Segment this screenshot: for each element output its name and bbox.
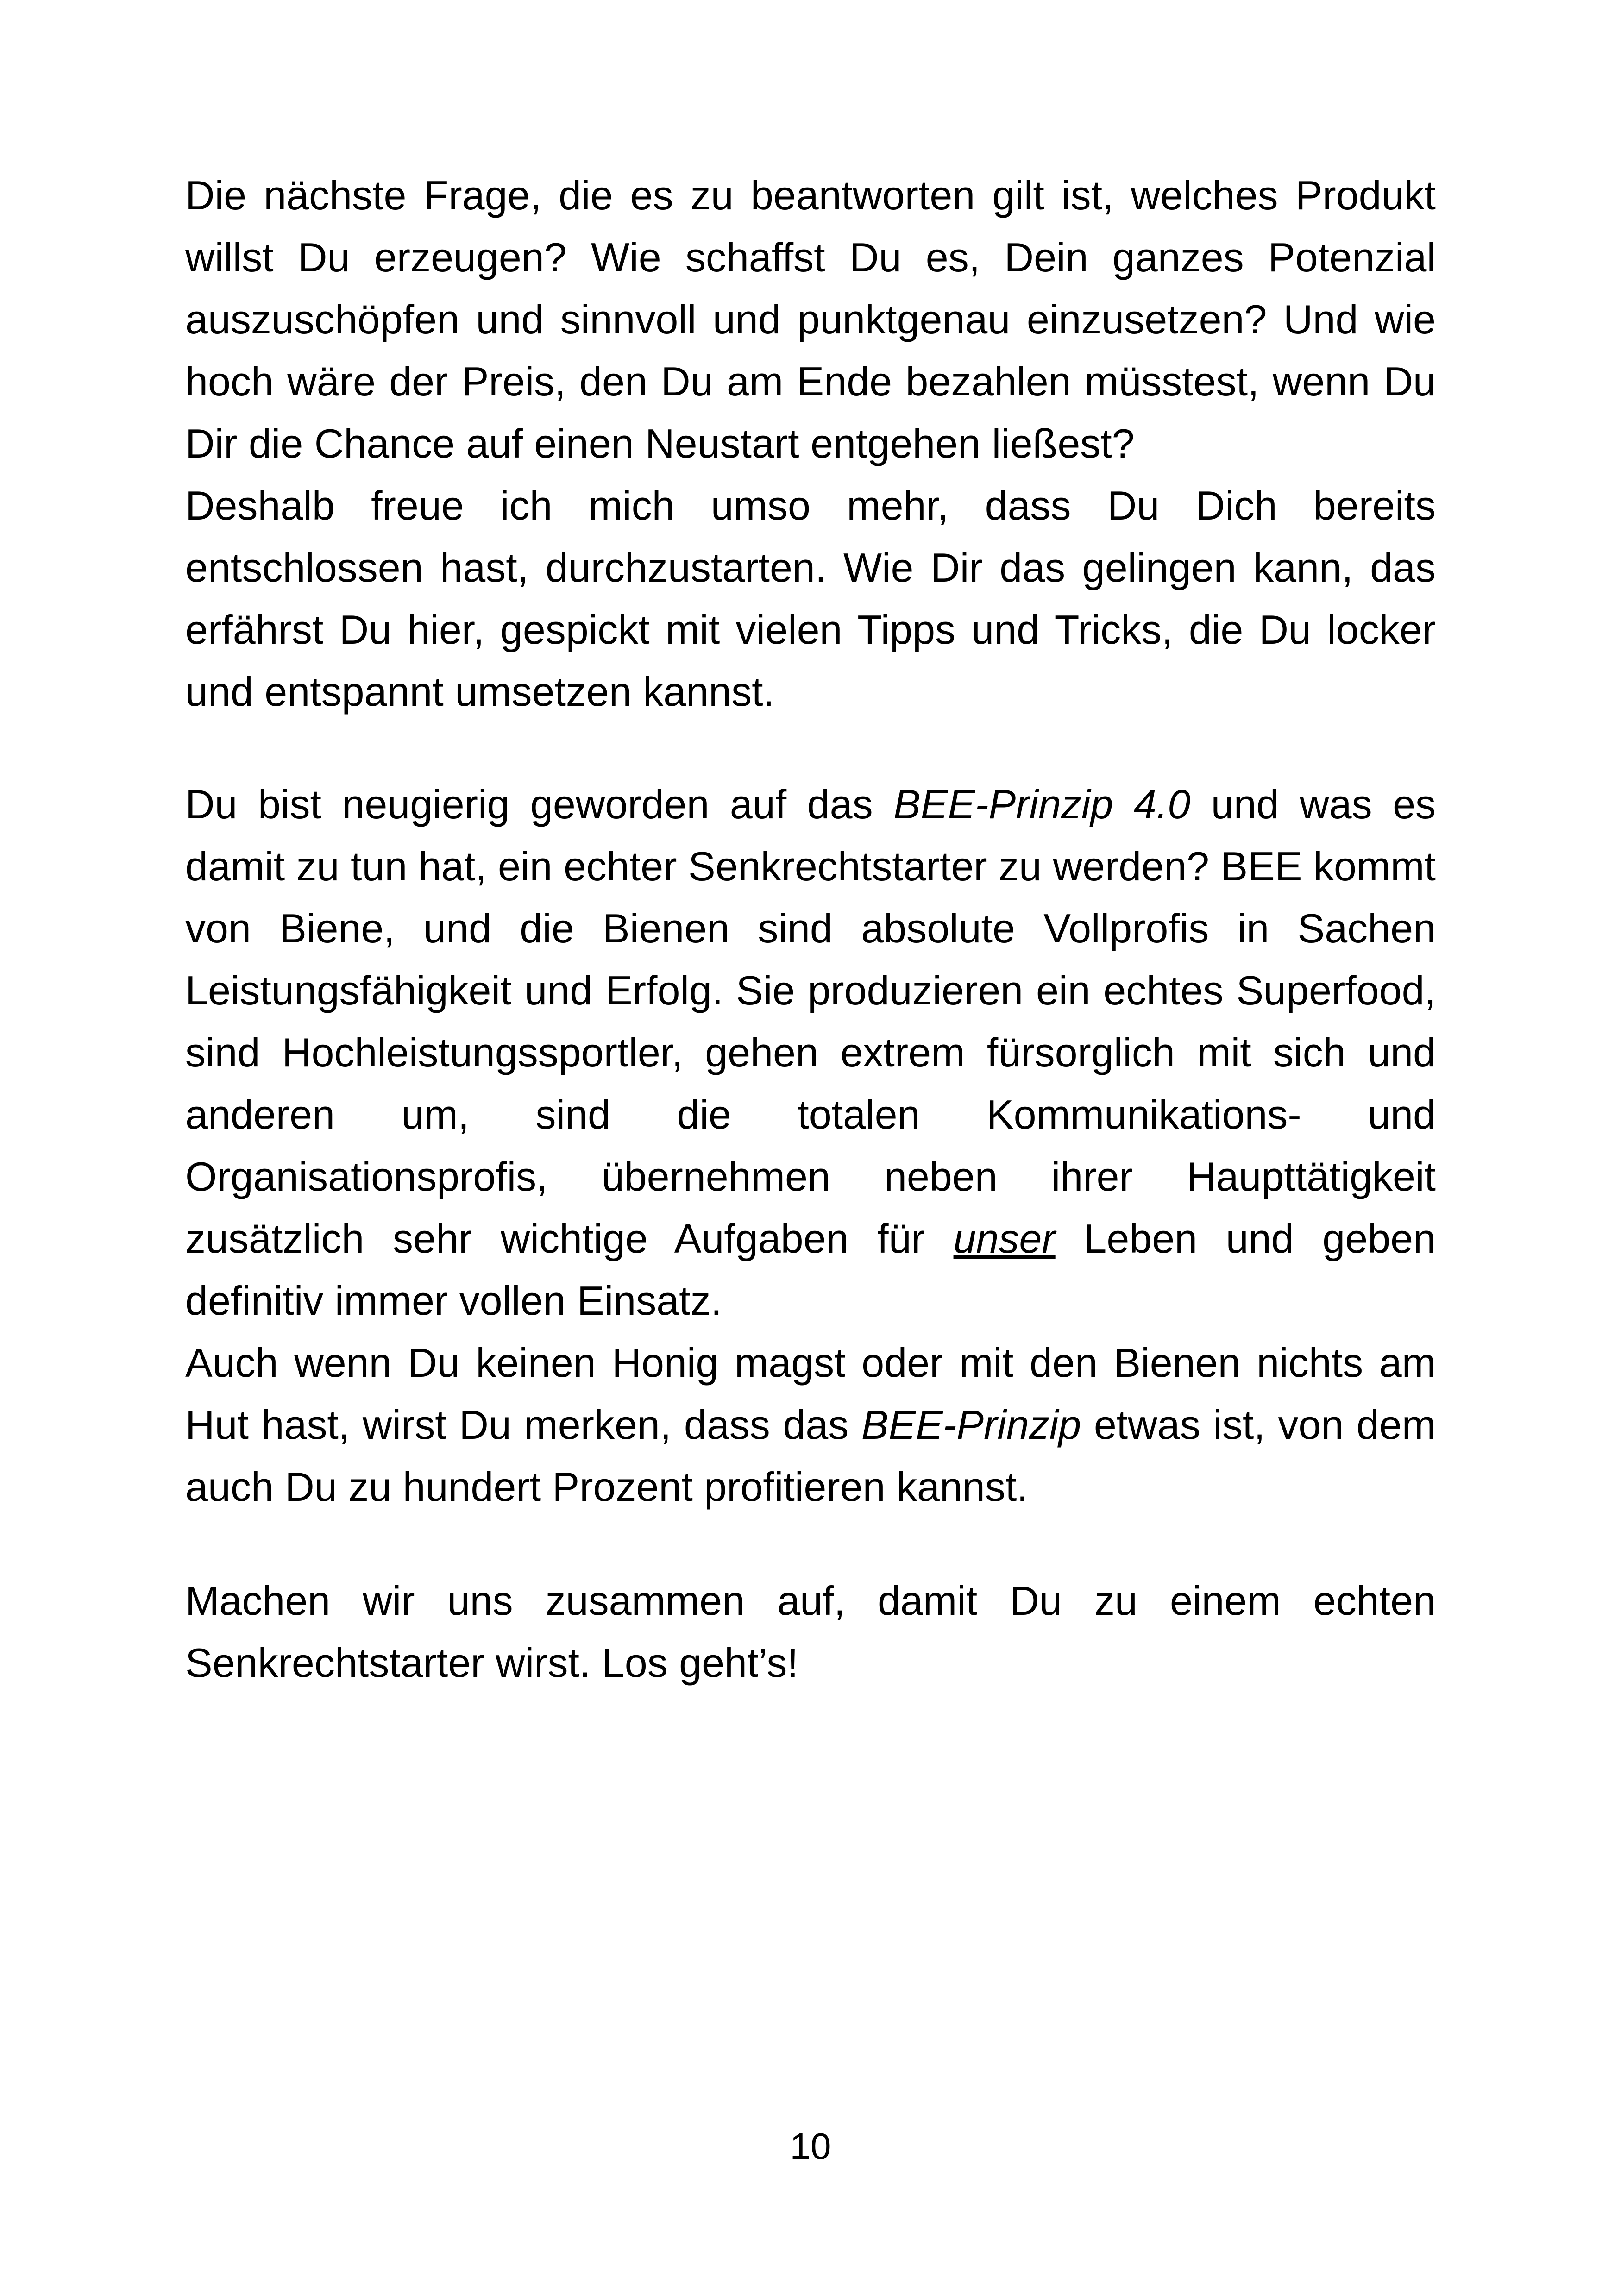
page-number: 10 (790, 2126, 831, 2167)
text-section-intro (185, 164, 1436, 723)
text-section-bee (185, 773, 1436, 1518)
paragraph-3-part-3: Leben und geben definitiv immer vollen Einsatz. (185, 1216, 1436, 1324)
paragraph-5: Machen wir uns zusammen auf, damit Du zu einem echten Senkrechtstarter wirst. Los geht’s! (185, 1578, 1436, 1686)
bee-prinzip-emphasis: BEE-Prinzip 4.0 (893, 781, 1191, 827)
paragraph-1: Die nächste Frage, die es zu beantworten gilt ist, welches Produkt willst Du erzeugen? Wie schaffst Du es, Dein ganzes Potenzial auszuschöpfen und sinnvoll und punktgenau einzusetzen? Und wie hoch wäre der Preis, den Du am Ende bezahlen müsstest, wenn Du Dir die Chance auf einen Neustart entgehen ließest? (185, 172, 1436, 466)
paragraph-4 (185, 1332, 1436, 1518)
paragraph-3-part-2: und was es damit zu tun hat, ein echter Senkrechtstarter zu werden? BEE kommt von Biene, und die Bienen sind absolute Vollprofis in Sachen Leistungsfähigkeit und Erfolg. Sie produzieren ein echtes Superfood, sind Hochleistungssportler, gehen extrem fürsorglich mit sich und anderen um, sind die totalen Kommunikations- und Organisationsprofis, übernehmen neben ihrer Haupttätigkeit zusätzlich sehr wichtige Aufgaben für (185, 781, 1436, 1261)
bee-prinzip-emphasis-2: BEE-Prinzip (861, 1402, 1081, 1448)
paragraph-4-part-1: Auch wenn Du keinen Honig magst oder mit den Bienen nichts am Hut hast, wirst Du merken, dass das (185, 1340, 1436, 1448)
paragraph-3 (185, 773, 1436, 1332)
text-section-closing (185, 1570, 1436, 1694)
underlined-word: unser (953, 1216, 1056, 1261)
paragraph-2: Deshalb freue ich mich umso mehr, dass Du Dich bereits entschlossen hast, durchzustarten. Wie Dir das gelingen kann, das erfährst Du hier, gespickt mit vielen Tipps und Tricks, die Du locker und entspannt umsetzen kannst. (185, 483, 1436, 715)
paragraph-4-part-2: etwas ist, von dem auch Du zu hundert Prozent profitieren kannst. (185, 1402, 1436, 1510)
paragraph-3-part-1: Du bist neugierig geworden auf das (185, 781, 894, 827)
